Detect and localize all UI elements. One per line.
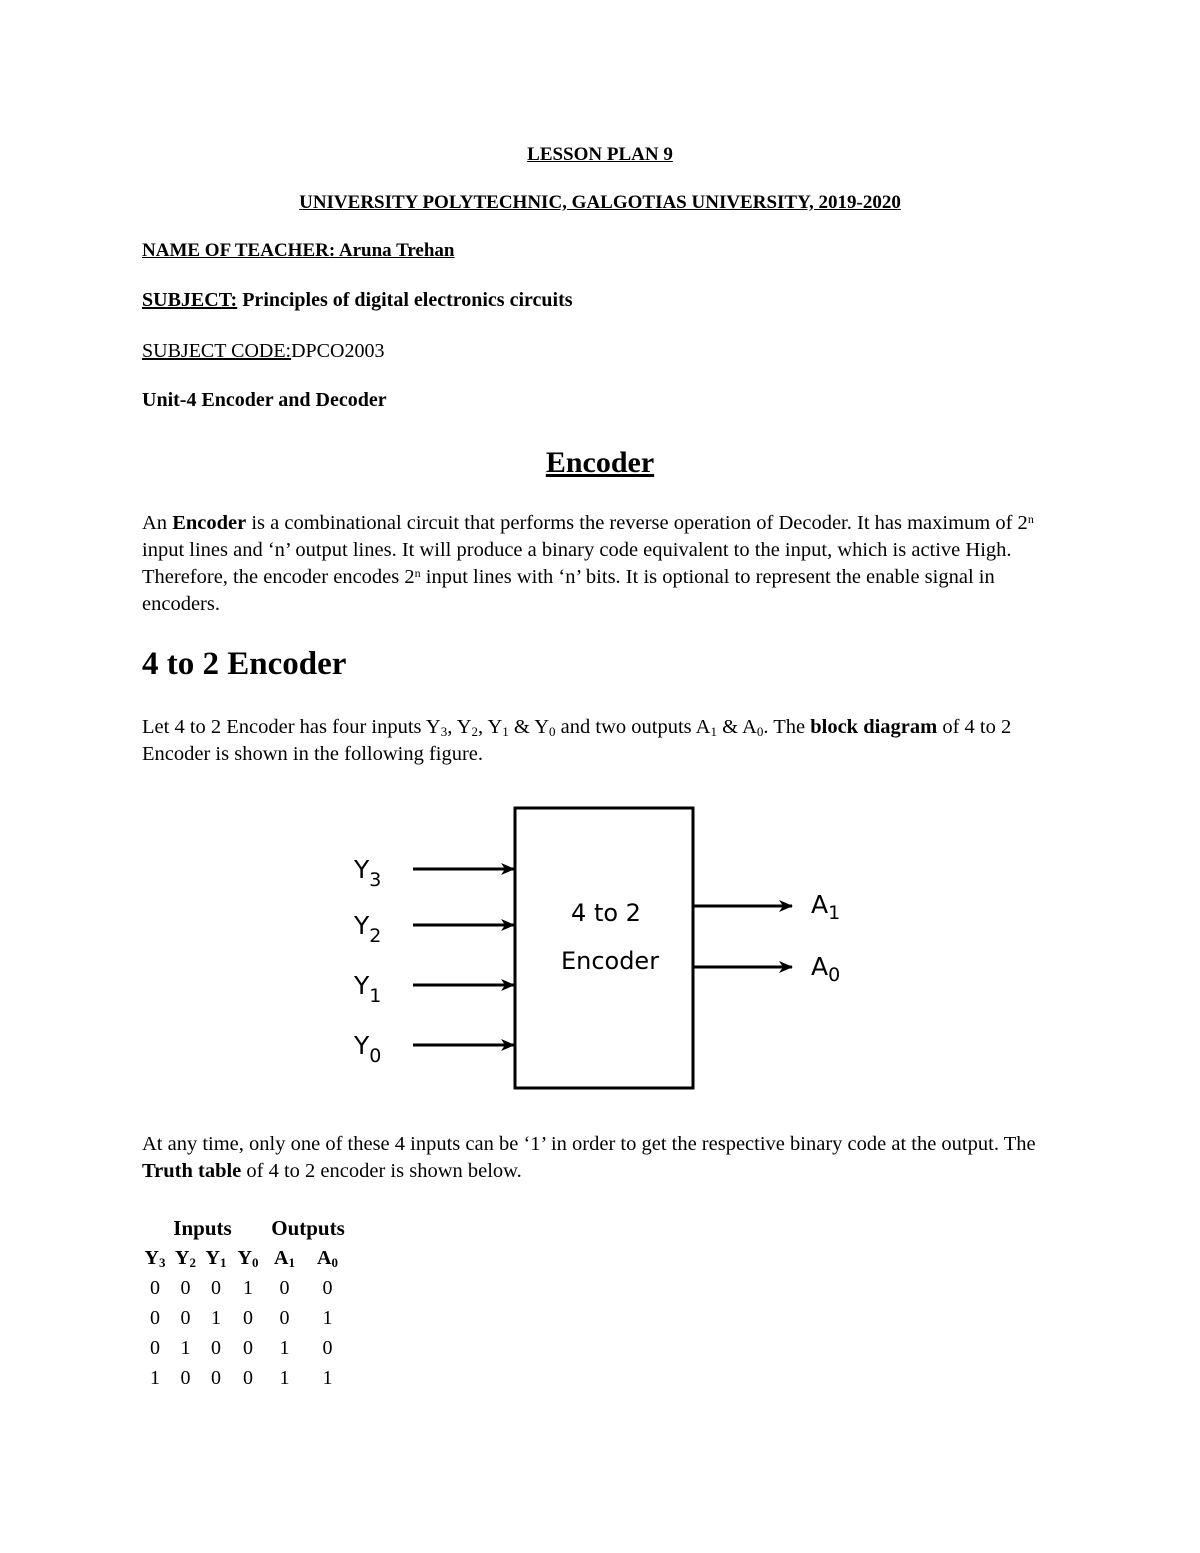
table-row [140,1333,351,1363]
table-row [140,1273,351,1303]
truth-table [140,1213,351,1393]
bp-d: & Y [508,716,550,738]
unit-title: Unit-4 Encoder and Decoder [142,389,387,411]
tp-a: At any time, only one of these 4 inputs can be ‘1’ in order to get the respective binary code at the output. The [142,1133,1036,1155]
table-cell: 0 [180,1276,191,1299]
bp-h: of 4 to 2 Encoder is shown in the following figure. [142,716,1012,765]
bp-f: & A [716,716,757,738]
bp-e: and two outputs A [555,716,711,738]
table-cell: 1 [322,1366,333,1389]
col-header-y1: $Y_1$ [205,1246,227,1270]
truth-table-column-header [140,1243,351,1273]
institution-title: UNIVERSITY POLYTECHNIC, GALGOTIAS UNIVERSITY, 2019-2020 [299,192,901,213]
bp-c: , Y [478,716,503,738]
table-cell: 0 [211,1366,221,1389]
input-label-y2: $Y_2$ [354,911,382,947]
table-cell: 0 [279,1306,290,1329]
col-header-y2: $Y_2$ [175,1246,196,1270]
outputs-group-header: Outputs [271,1215,345,1240]
table-cell: 0 [243,1306,253,1329]
truth-table-group-header [140,1213,351,1243]
col-header-y3: $Y_3$ [144,1246,166,1270]
subject-label: SUBJECT: [142,289,238,311]
bp-bold: block diagram [810,716,938,738]
subheading: 4 to 2 Encoder [142,646,347,682]
input-label-y1: $Y_1$ [354,971,382,1007]
intro-bold-encoder: Encoder [172,512,247,534]
block-label-line2: Encoder [560,947,660,975]
bp-a: Let 4 to 2 Encoder has four inputs Y [142,716,441,738]
table-cell: 0 [180,1366,191,1389]
teacher-label: NAME OF TEACHER: [142,240,336,261]
intro-sup-1: n [1027,512,1034,526]
bp-sa1: 1 [710,724,717,739]
encoder-block-diagram [330,795,870,1095]
tp-b: of 4 to 2 encoder is shown below. [241,1160,522,1182]
bp-sa0: 0 [756,724,764,739]
table-row [140,1363,351,1393]
output-label-a0: $A_0$ [811,952,841,986]
subject-code-line [142,340,384,363]
table-cell: 0 [180,1306,191,1329]
bp-s0: 0 [549,724,556,739]
table-cell: 0 [279,1276,290,1299]
table-row [140,1303,351,1333]
col-header-a0: $A_0$ [317,1246,338,1270]
table-cell: 0 [322,1276,333,1299]
subject-value: Principles of digital electronics circuits [237,289,573,311]
block-label-line1: 4 to 2 [571,899,641,927]
col-header-a1: $A_1$ [274,1246,295,1270]
table-cell: 1 [150,1366,160,1389]
bp-b: , Y [447,716,472,738]
intro-paragraph [142,510,1062,618]
table-cell: 1 [322,1306,333,1329]
intro-sup-2: n [414,566,421,580]
table-cell: 0 [243,1336,253,1359]
output-label-a1: $A_1$ [811,890,841,924]
input-label-y0: $Y_0$ [354,1031,382,1067]
subject-code-label: SUBJECT CODE: [142,340,292,362]
intro-text-a: An [142,512,173,534]
intro-text-d: input lines with ‘n’ bits. It is optional to represent the enable signal in encoders. [142,566,995,615]
table-cell: 1 [243,1276,253,1299]
table-cell: 0 [243,1366,253,1389]
block-diagram-paragraph [142,714,1062,768]
table-cell: 0 [150,1276,160,1299]
table-cell: 1 [279,1366,290,1389]
inputs-group-header: Inputs [173,1215,232,1240]
teacher-line [142,240,455,262]
bp-g: . The [763,716,811,738]
intro-text-c: input lines and ‘n’ output lines. It will produce a binary code equivalent to the input, which is active High. Therefore, the encoder encodes 2 [142,539,1012,588]
table-cell: 1 [211,1306,221,1329]
table-cell: 0 [211,1336,221,1359]
subject-line [142,289,573,312]
teacher-value: Aruna Trehan [335,240,455,261]
table-cell: 0 [150,1336,160,1359]
table-cell: 1 [180,1336,191,1359]
subject-code-value: DPCO2003 [291,340,385,362]
section-title: Encoder [545,446,655,479]
table-cell: 0 [322,1336,333,1359]
table-cell: 1 [279,1336,290,1359]
bp-s3: 3 [440,724,448,739]
table-cell: 0 [211,1276,221,1299]
bp-s2: 2 [471,724,478,739]
truth-table-paragraph [142,1131,1062,1185]
intro-text-b: is a combinational circuit that performs the reverse operation of Decoder. It has maximum of 2 [246,512,1028,534]
table-cell: 0 [150,1306,160,1329]
col-header-y0: $Y_0$ [237,1246,259,1270]
bp-s1: 1 [502,724,509,739]
lesson-title: LESSON PLAN 9 [527,144,673,165]
input-label-y3: $Y_3$ [354,855,382,891]
tp-bold: Truth table [142,1160,242,1182]
